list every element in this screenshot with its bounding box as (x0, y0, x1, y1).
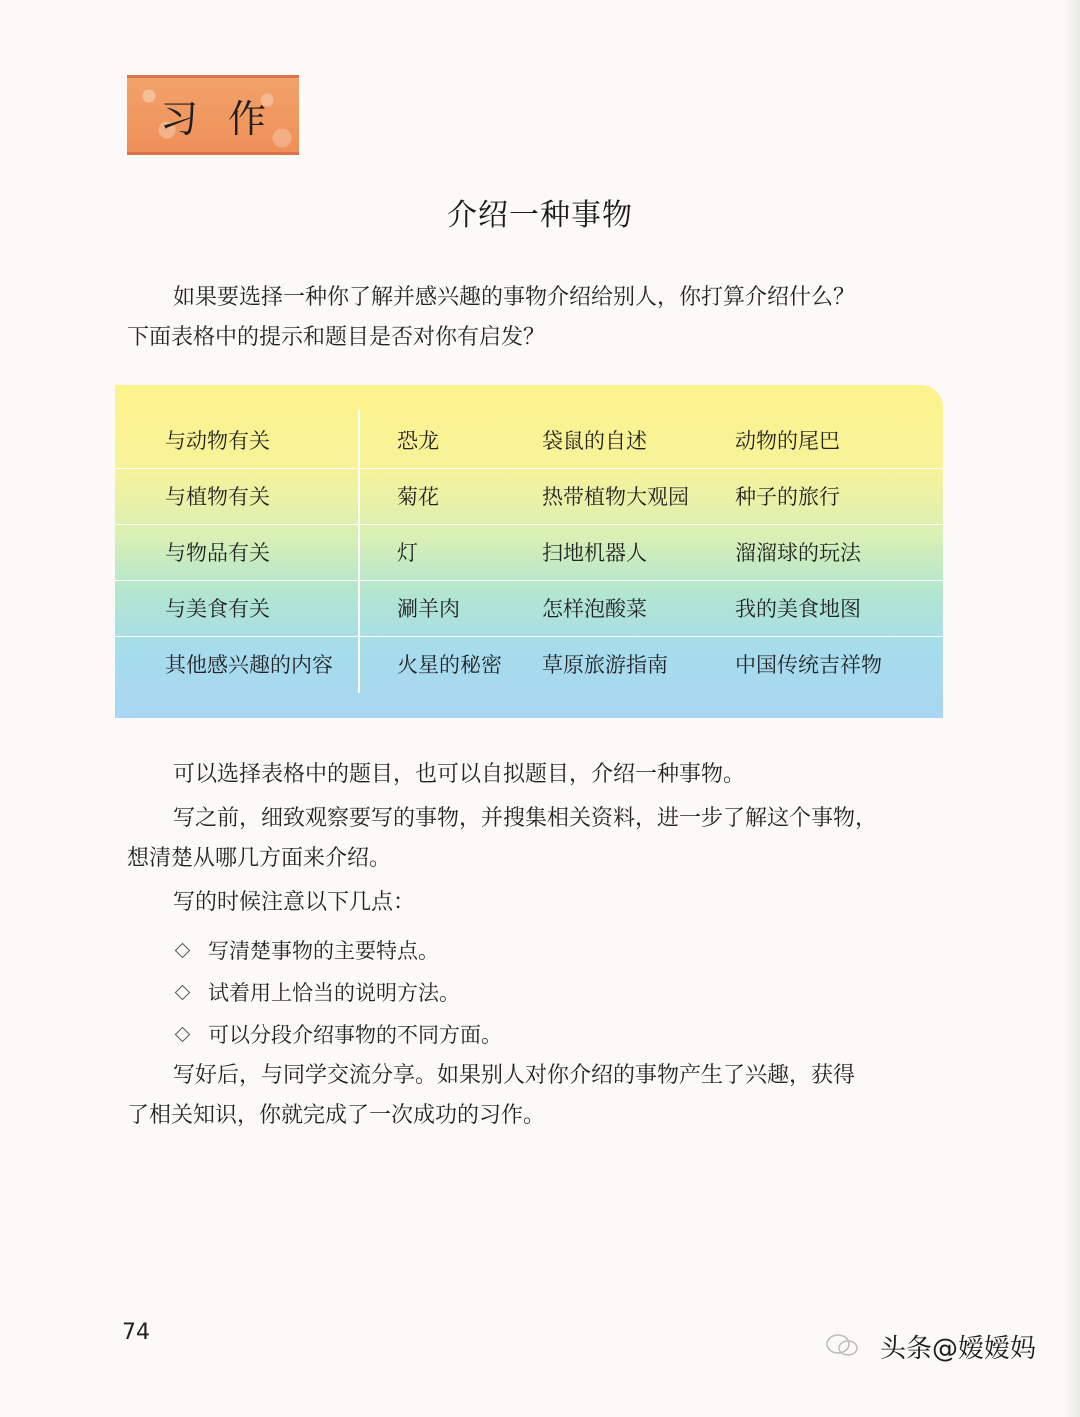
page-title: 介绍一种事物 (447, 198, 633, 233)
table-cell-category: 与动物有关 (165, 429, 270, 453)
table-cell-topic: 扫地机器人 (542, 541, 647, 565)
table-cell-topic: 草原旅游指南 (542, 653, 668, 677)
table-cell-topic: 菊花 (397, 485, 439, 509)
table-cell-topic: 我的美食地图 (735, 597, 861, 621)
diamond-bullet-icon (175, 942, 191, 958)
body-paragraph-4-line-2: 了相关知识，你就完成了一次成功的习作。 (127, 1103, 546, 1128)
wechat-icon (825, 1333, 859, 1357)
topic-table (115, 385, 943, 718)
body-paragraph-3-text: 写的时候注意以下几点： (173, 890, 416, 915)
diamond-bullet-icon (175, 1026, 191, 1042)
table-cell-category: 其他感兴趣的内容 (165, 653, 333, 677)
body-paragraph-2-line-1: 写之前，细致观察要写的事物，并搜集相关资料，进一步了解这个事物， (173, 806, 878, 831)
table-cell-topic: 怎样泡酸菜 (542, 597, 647, 621)
source-watermark (880, 1328, 1036, 1365)
body-paragraph-4 (127, 1056, 937, 1136)
bullet-item (175, 977, 460, 1007)
table-cell-topic: 灯 (397, 541, 418, 565)
table-cell-topic: 涮羊肉 (397, 597, 460, 621)
table-cell-topic: 恐龙 (397, 429, 439, 453)
table-cell-topic: 热带植物大观园 (542, 485, 689, 509)
table-cell-category: 与美食有关 (165, 597, 270, 621)
body-paragraph-4-line-1: 写好后，与同学交流分享。如果别人对你介绍的事物产生了兴趣，获得 (173, 1063, 856, 1088)
bullet-item (175, 1019, 502, 1049)
table-cell-topic: 火星的秘密 (397, 653, 502, 677)
table-row (115, 636, 943, 692)
bullet-text: 试着用上恰当的说明方法。 (208, 981, 460, 1005)
table-cell-category: 与物品有关 (165, 541, 270, 565)
table-row (115, 580, 943, 637)
bullet-text: 可以分段介绍事物的不同方面。 (208, 1023, 502, 1047)
body-paragraph-3 (127, 883, 937, 923)
table-cell-topic: 动物的尾巴 (735, 429, 840, 453)
section-badge-label: 习作 (159, 96, 296, 141)
diamond-bullet-icon (175, 984, 191, 1000)
table-cell-topic: 袋鼠的自述 (542, 429, 647, 453)
table-cell-category: 与植物有关 (165, 485, 270, 509)
body-paragraph-2-line-2: 想清楚从哪几方面来介绍。 (127, 846, 392, 871)
bullet-item (175, 935, 439, 965)
table-cell-topic: 种子的旅行 (735, 485, 840, 509)
table-row (115, 524, 943, 581)
intro-line-2: 下面表格中的提示和题目是否对你有启发？ (127, 325, 546, 350)
intro-line-1: 如果要选择一种你了解并感兴趣的事物介绍给别人，你打算介绍什么？ (173, 285, 856, 310)
bullet-text: 写清楚事物的主要特点。 (208, 939, 439, 963)
body-paragraph-2 (127, 799, 937, 879)
watermark-text: 头条@嫒嫒妈 (880, 1334, 1037, 1364)
table-row (115, 412, 943, 469)
intro-paragraph (127, 278, 937, 358)
section-badge (127, 75, 299, 155)
body-paragraph-1-text: 可以选择表格中的题目，也可以自拟题目，介绍一种事物。 (173, 762, 746, 787)
table-row (115, 468, 943, 525)
body-paragraph-1 (127, 755, 937, 795)
page-number: 74 (122, 1320, 150, 1345)
table-cell-topic: 中国传统吉祥物 (735, 653, 882, 677)
table-cell-topic: 溜溜球的玩法 (735, 541, 861, 565)
